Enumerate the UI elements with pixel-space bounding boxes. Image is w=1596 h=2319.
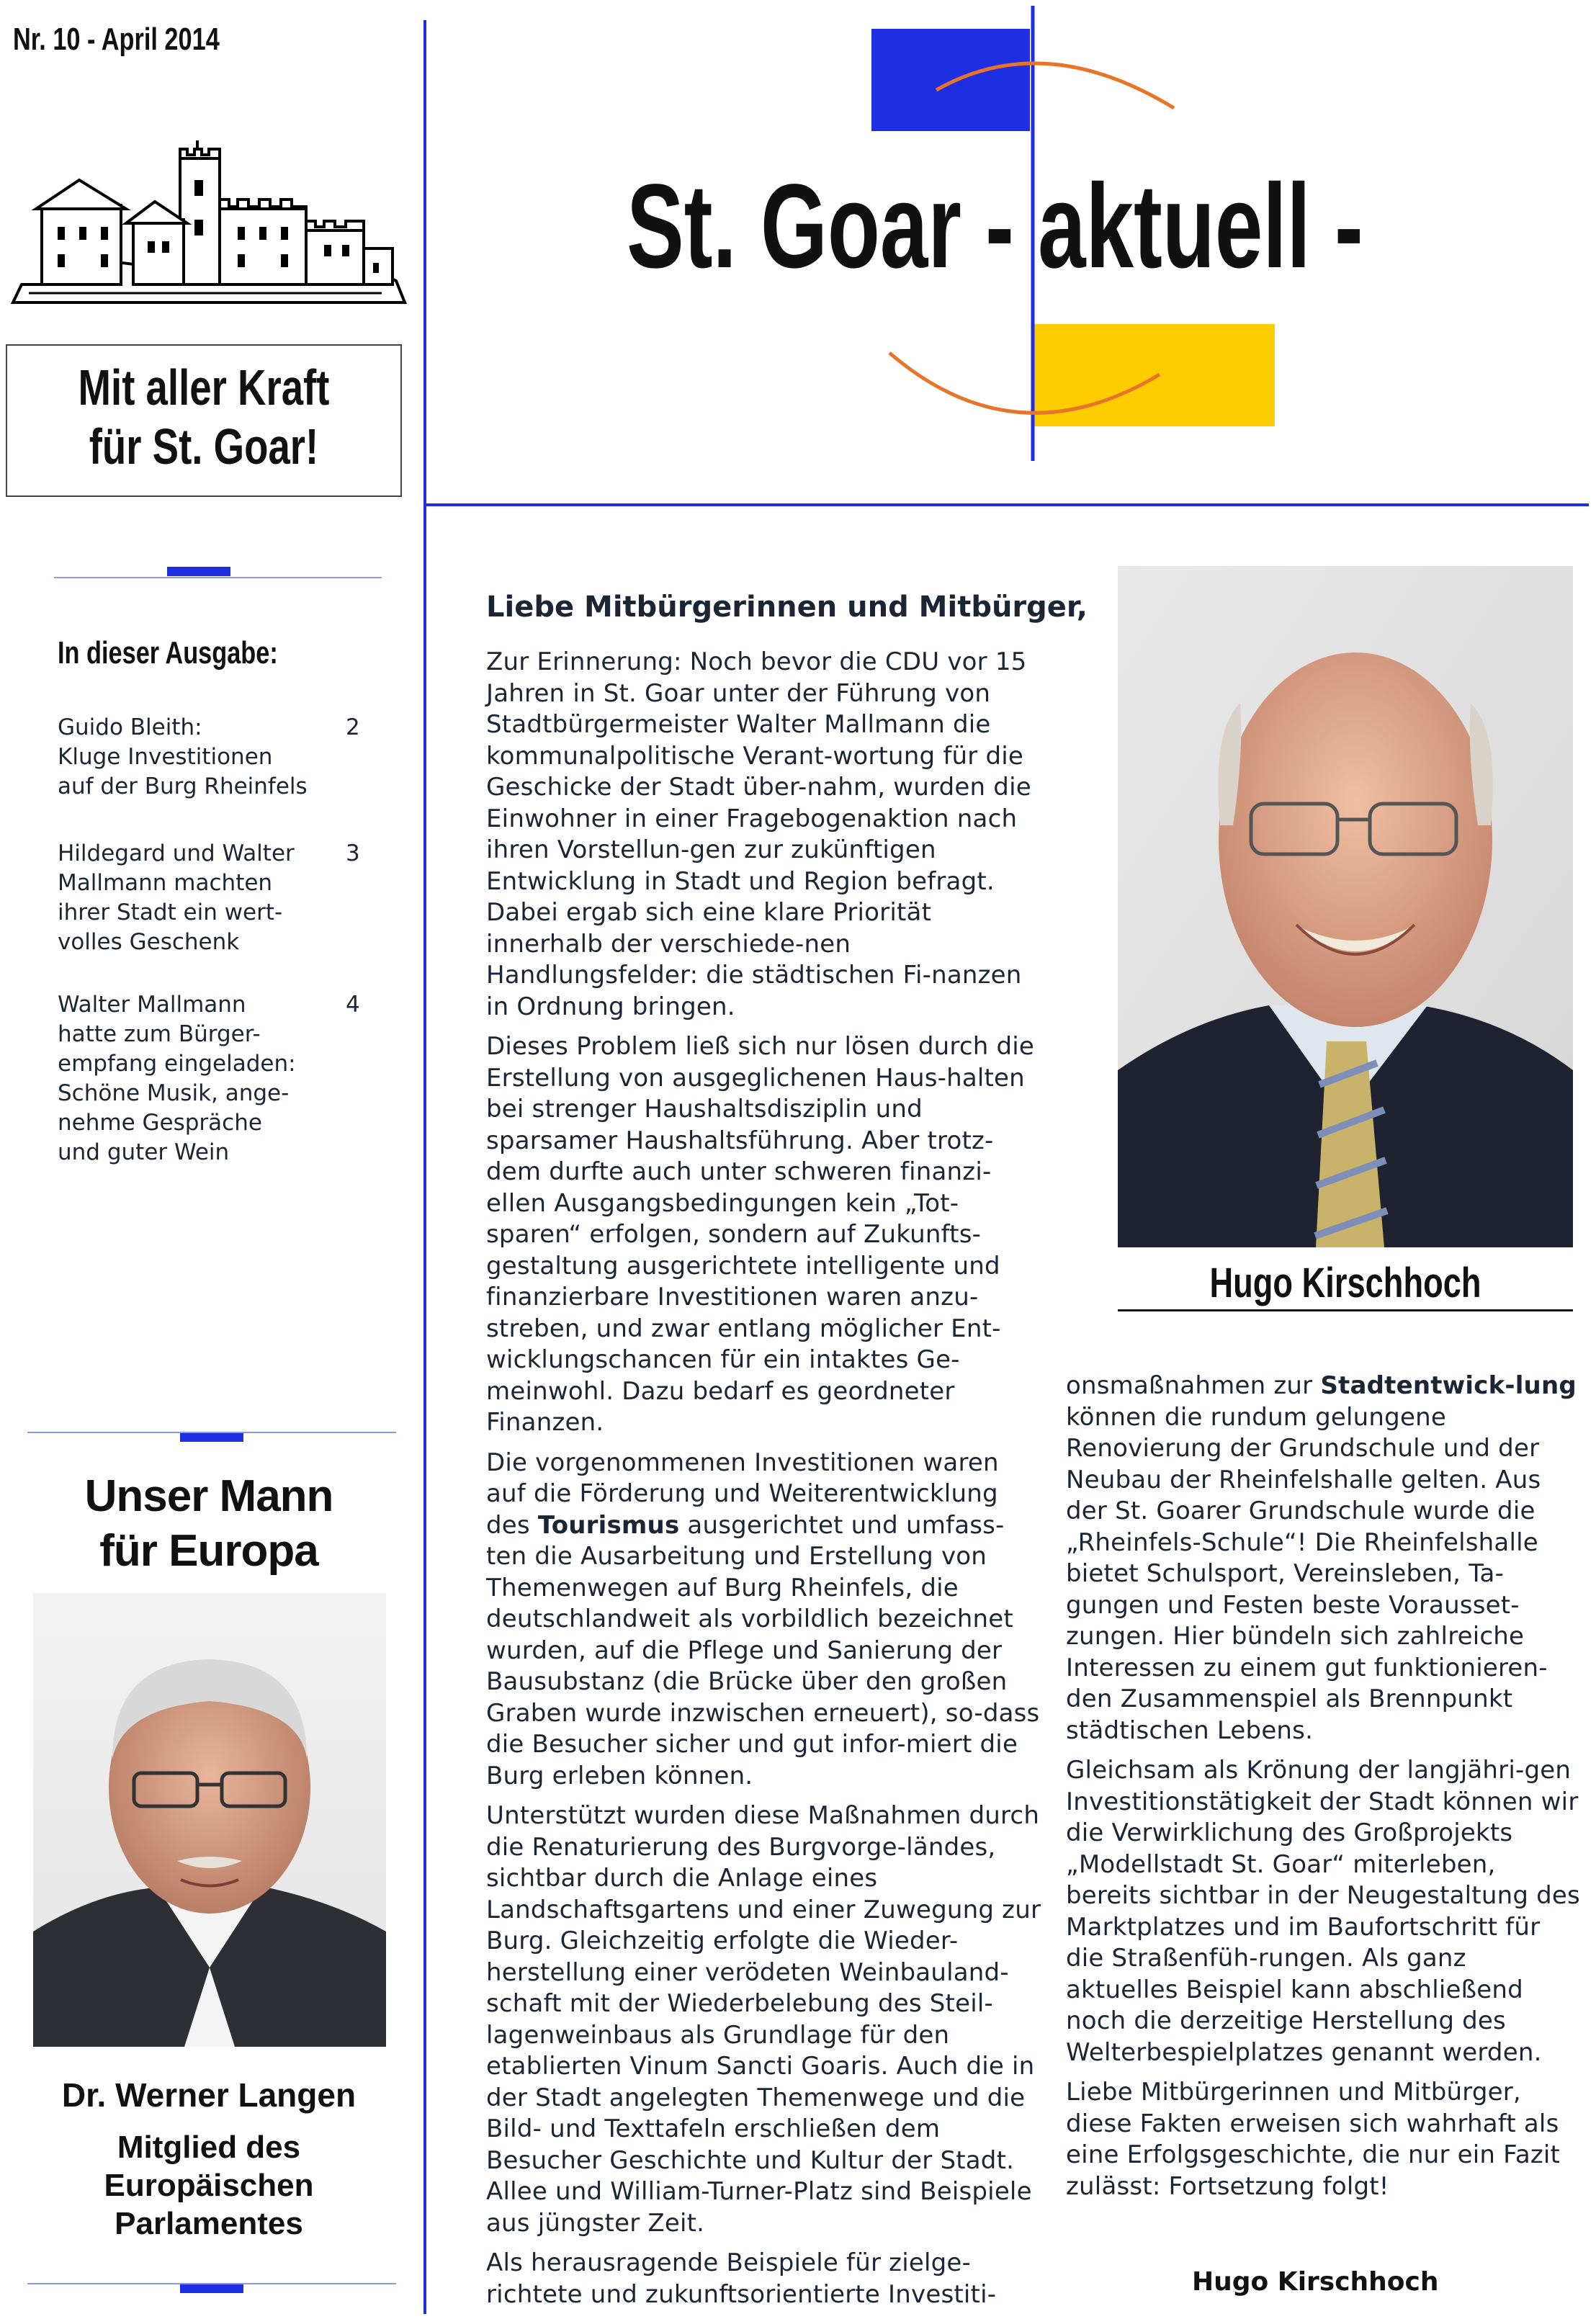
article-signature: Hugo Kirschhoch bbox=[1192, 2267, 1439, 2297]
slogan-box bbox=[6, 344, 402, 497]
photo-caption: Hugo Kirschhoch bbox=[1209, 1260, 1481, 1306]
toc-line: ihrer Stadt ein wert- bbox=[58, 900, 283, 925]
toc-line: hatte zum Bürger- bbox=[58, 1021, 261, 1047]
toc-line: Schöne Musik, ange- bbox=[58, 1080, 290, 1106]
slogan-line2: für St. Goar! bbox=[89, 418, 319, 475]
page-title: St. Goar - aktuell - bbox=[627, 160, 1363, 293]
toc-line: Walter Mallmann bbox=[58, 992, 246, 1018]
text-run: ausgerichtet und umfass-ten die Ausarbeitung und Erstellung von Themenwegen auf Burg Rheinfels, die deutschlandweit als vorbildlich bezeichnet wurden, auf die Pflege und Sanierung der Bausubstanz (die Brücke über den großen Graben wurde inzwischen erneuert), so-dass die Besucher sicher und gut infor-miert die Burg erleben können. bbox=[486, 1510, 1040, 1790]
europe-heading-line: Unser Mann bbox=[84, 1471, 333, 1521]
toc-entry[interactable] bbox=[58, 713, 389, 802]
column-divider bbox=[423, 20, 426, 2314]
toc-entry[interactable] bbox=[58, 839, 389, 957]
europe-role-line: Parlamentes bbox=[115, 2206, 303, 2241]
article-greeting: Liebe Mitbürgerinnen und Mitbürger, bbox=[486, 591, 1088, 624]
toc-line: Guido Bleith: bbox=[58, 714, 202, 740]
toc-line: auf der Burg Rheinfels bbox=[58, 773, 308, 799]
slogan-line1: Mit aller Kraft bbox=[78, 359, 330, 416]
europe-heading-line: für Europa bbox=[99, 1526, 318, 1576]
paragraph: Als herausragende Beispiele für zielge-richtete und zukunftsorientierte Investiti- bbox=[486, 2248, 997, 2309]
toc-line: Kluge Investitionen bbox=[58, 744, 273, 770]
paragraph bbox=[486, 1448, 1044, 1793]
sidebar-rule-mark bbox=[180, 2284, 243, 2293]
europe-role-line: Mitglied des bbox=[117, 2130, 301, 2165]
toc-line: nehme Gespräche bbox=[58, 1110, 262, 1136]
paragraph: Dieses Problem ließ sich nur lösen durch die Erstellung von ausgeglichenen Haus-halten bei strenger Haushaltsdisziplin und sparsamer Haushaltsführung. Aber trotz-dem durfte auch unter schweren finanzi-ellen Ausgangsbedingungen kein „Tot-sparen“ erfolgen, sondern auf Zukunfts-gestaltung ausgerichtete intelligente und finanzierbare Investitionen waren anzu-streben, und zwar entlang möglicher Ent-wicklungschancen für ein intaktes Ge-meinwohl. Dazu bedarf es geordneter Finanzen. bbox=[486, 1032, 1035, 1437]
header-divider bbox=[426, 503, 1589, 506]
europe-heading bbox=[0, 1469, 418, 1579]
castle-logo bbox=[7, 140, 411, 310]
toc-heading: In dieser Ausgabe: bbox=[58, 635, 278, 670]
caption-rule bbox=[1118, 1309, 1573, 1311]
paragraph: Gleichsam als Krönung der langjähri-gen Investitionstätigkeit der Stadt können wir die Verwirklichung des Großprojekts „Modellstadt St. Goar“ miterleben, bereits sichtbar in der Neugestaltung des Marktplatzes und im Baufortschritt für die Straßenfüh-rungen. Als ganz aktuelles Beispiel kann abschließend noch die derzeitige Herstellung des Welterbespielplatzes genannt werden. bbox=[1066, 1756, 1580, 2067]
sidebar-rule-top bbox=[54, 577, 382, 578]
text-run: Die vorgenommenen Investitionen waren auf die Förderung und Weiterentwicklung des bbox=[486, 1448, 999, 1540]
toc-line: empfang eingeladen: bbox=[58, 1051, 296, 1077]
toc-list bbox=[58, 713, 389, 1205]
paragraph bbox=[1066, 1371, 1581, 1746]
toc-line: und guter Wein bbox=[58, 1139, 230, 1165]
toc-page-number: 4 bbox=[346, 992, 360, 1018]
emphasis-stadtentwicklung: Stadtentwick-lung bbox=[1320, 1371, 1577, 1400]
langen-photo bbox=[33, 1593, 386, 2047]
issue-label: Nr. 10 - April 2014 bbox=[13, 22, 220, 57]
toc-line: volles Geschenk bbox=[58, 929, 240, 955]
toc-entry[interactable] bbox=[58, 990, 389, 1167]
europe-role-line: Europäischen bbox=[104, 2168, 314, 2203]
article-column-1 bbox=[486, 647, 1044, 2319]
paragraph: Unterstützt wurden diese Maßnahmen durch die Renaturierung des Burgvorge-ländes, sichtbar durch die Anlage eines Landschaftsgartens und einer Zuwegung zur Burg. Gleichzeitig erfolgte die Wieder-herstellung einer verödeten Weinbauland-schaft mit der Wiederbelebung des Steil-lagenweinbaus als Grundlage für den etablierten Vinum Sancti Goaris. Auch die in der Stadt angelegten Themenwege und die Bild- und Texttafeln erschließen dem Besucher Geschichte und Kultur der Stadt. Allee und William-Turner-Platz sind Beispiele aus jüngster Zeit. bbox=[486, 1801, 1041, 2238]
paragraph: Liebe Mitbürgerinnen und Mitbürger, diese Fakten erweisen sich wahrhaft als eine Erfolgsgeschichte, die nur ein Fazit zulässt: Fortsetzung folgt! bbox=[1066, 2078, 1561, 2201]
text-run: können die rundum gelungene Renovierung der Grundschule und der Neubau der Rheinfelshalle gelten. Aus der St. Goarer Grundschule wurde die „Rheinfels-Schule“! Die Rheinfelshalle bietet Schulsport, Vereinsleben, Ta-gungen und Festen beste Vorausset-zungen. Hier bündeln sich zahlreiche Interessen zu einem gut funktionieren-den Zusammenspiel als Brennpunkt städtischen Lebens. bbox=[1066, 1402, 1548, 1745]
toc-line: Mallmann machten bbox=[58, 870, 273, 896]
article-column-2 bbox=[1066, 1371, 1581, 2211]
sidebar-rule-mark bbox=[180, 1433, 243, 1442]
toc-line: Hildegard und Walter bbox=[58, 840, 295, 866]
europe-role bbox=[0, 2128, 418, 2243]
kirschhoch-photo bbox=[1118, 566, 1573, 1247]
emphasis-tourismus: Tourismus bbox=[537, 1510, 680, 1540]
europe-name: Dr. Werner Langen bbox=[61, 2076, 357, 2114]
paragraph: Zur Erinnerung: Noch bevor die CDU vor 15 Jahren in St. Goar unter der Führung von Stadtbürgermeister Walter Mallmann die kommunalpolitische Verant-wortung für die Geschicke der Stadt über-nahm, wurden die Einwohner in einer Fragebogenaktion nach ihren Vorstellun-gen zur zukünftigen Entwicklung in Stadt und Region befragt. Dabei ergab sich eine klare Priorität innerhalb der verschiede-nen Handlungsfelder: die städtischen Fi-nanzen in Ordnung bringen. bbox=[486, 647, 1031, 1021]
toc-page-number: 3 bbox=[346, 840, 360, 866]
text-run: onsmaßnahmen zur bbox=[1066, 1371, 1321, 1400]
sidebar-rule-mark bbox=[167, 567, 230, 576]
toc-page-number: 2 bbox=[346, 714, 360, 740]
